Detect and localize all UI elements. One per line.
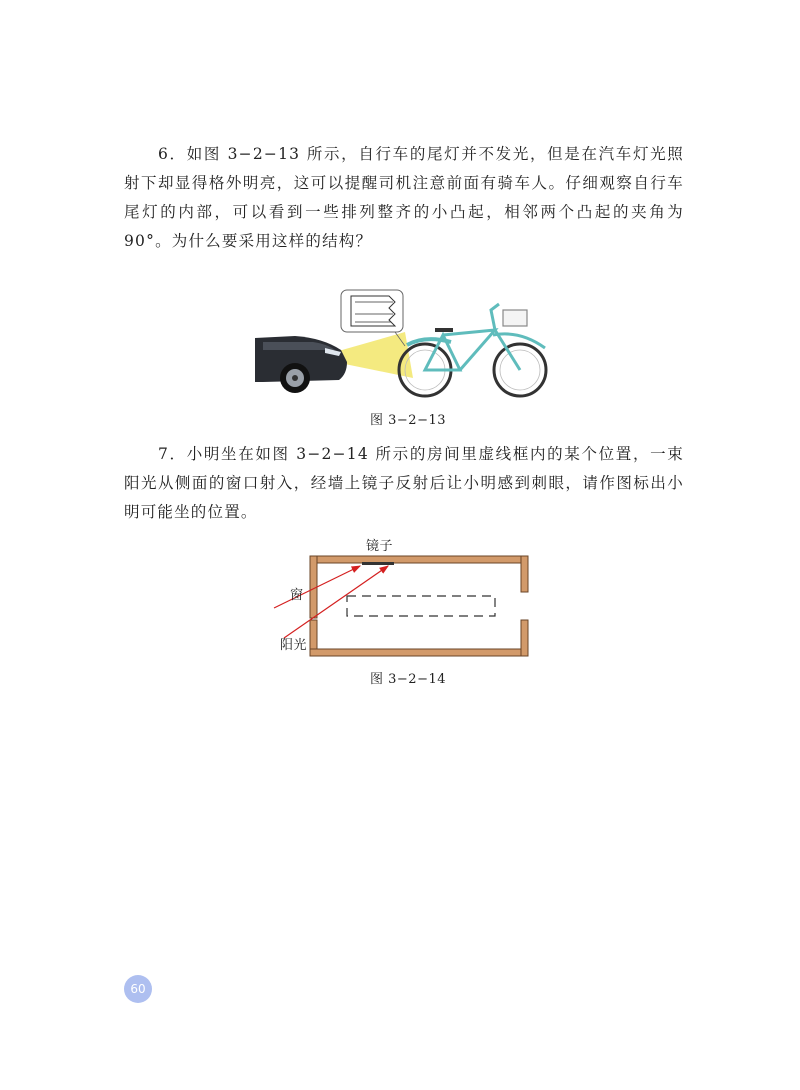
room-wall-right-upper [521,556,528,592]
bicycle-image [399,304,546,396]
sunlight-label: 阳光 [280,638,308,653]
room-wall-bottom [310,649,528,656]
window-label: 窗 [290,588,304,603]
question-7-number: 7． [158,445,187,463]
room-wall-top [310,556,528,563]
mirror-label: 镜子 [366,539,394,554]
figure-bike-reflector [255,290,565,405]
headlight-beam [335,332,413,378]
figure-3-2-13-caption: 图 3−2−13 [370,413,447,428]
page-number-badge: 60 [124,975,152,1003]
question-6-text: 如图 3−2−13 所示，自行车的尾灯并不发光，但是在汽车灯光照射下却显得格外明亮，这可以提醒司机注意前面有骑车人。仔细观察自行车尾灯的内部，可以看到一些排列整齐的小凸起，相邻两个凸起的夹角为 90°。为什么要采用这样的结构？ [124,145,684,250]
question-6 [124,140,684,256]
question-7 [124,440,684,527]
question-6-number: 6． [158,145,187,163]
dashed-seating-area [347,596,495,616]
question-7-text: 小明坐在如图 3−2−14 所示的房间里虚线框内的某个位置，一束阳光从侧面的窗口射入，经墙上镜子反射后让小明感到刺眼，请作图标出小明可能坐的位置。 [124,445,684,521]
car-image [255,336,347,393]
room-wall-right-lower [521,620,528,656]
figure-3-2-14-caption: 图 3−2−14 [370,672,447,687]
mirror [362,562,394,565]
figure-room-mirror [270,528,540,668]
